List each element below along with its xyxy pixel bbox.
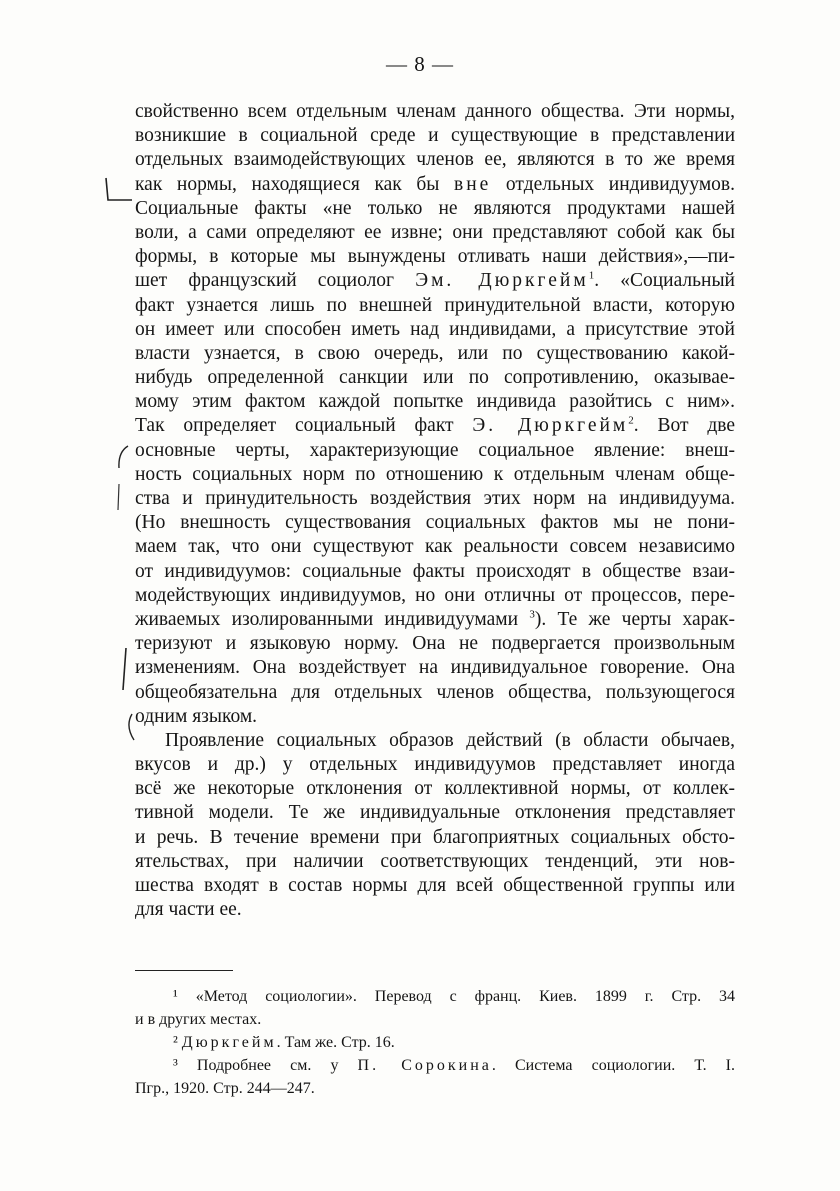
- text-line: отдельных взаимодействующих членов ее, являются в то же время: [135, 149, 735, 171]
- text-line: и речь. В течение времени при благоприятных социальных обсто-: [135, 826, 735, 848]
- text-line: Пгр., 1920. Стр. 244—247.: [135, 1080, 315, 1097]
- text-line: ность социальных норм по отношению к отдельным членам обще-: [135, 463, 735, 485]
- text-line: мому этим фактом каждой попытке индивида разойтись с ним».: [135, 391, 735, 413]
- text-line: [135, 608, 735, 632]
- main-text: [135, 100, 735, 922]
- text-run: отдельных индивидуумов.: [491, 173, 735, 195]
- text-line: одним языком.: [135, 705, 258, 727]
- text-line: власти узнается, в свою очередь, или по существованию какой-: [135, 342, 735, 364]
- text-line: для части ее.: [135, 899, 242, 921]
- footnote-1: [135, 985, 735, 1031]
- text-line: Проявление социальных образов действий (в области обычаев,: [165, 729, 735, 751]
- footnote-ref: 1: [588, 269, 595, 282]
- text-line: Социальные факты «не только не являются продуктами нашей: [135, 197, 735, 219]
- text-line: свойственно всем отдельным членам данного общества. Эти нормы,: [135, 101, 735, 122]
- text-line: маем так, что они существуют как реальности совсем независимо: [135, 536, 735, 558]
- text-line: возникшие в социальной среде и существующие в представлении: [135, 125, 735, 147]
- text-line: ¹ «Метод социологии». Перевод с франц. Киев. 1899 г. Стр. 34: [173, 988, 735, 1005]
- text-run: живаемых изолированными индивидуумами: [135, 608, 530, 630]
- text-run: ³ Подробнее см. у: [173, 1057, 358, 1074]
- text-line: воли, а сами определяют ее извне; они представляют собой как бы: [135, 221, 735, 243]
- text-run: ²: [173, 1034, 182, 1051]
- spaced-name: П. Сорокина: [357, 1057, 492, 1074]
- text-run: шет французский социолог: [135, 270, 416, 292]
- text-line: ства и принудительность воздействия этих норм на индивидуума.: [135, 488, 735, 509]
- footnote-2: [135, 1031, 735, 1054]
- text-line: общеобязательна для отдельных членов общества, пользующегося: [135, 681, 735, 703]
- text-run: ). Те же черты харак-: [534, 608, 735, 630]
- text-line: факт узнается лишь по внешней принудительной власти, которую: [135, 294, 735, 316]
- text-line: и в других местах.: [135, 1011, 262, 1028]
- text-run: . Вот две: [633, 415, 735, 437]
- spaced-name: Э. Дюркгейм: [472, 415, 629, 437]
- text-line: шества входят в состав нормы для всей общественной группы или: [135, 875, 735, 896]
- text-line: от индивидуумов: социальные факты происходят в обществе взаи-: [135, 560, 735, 582]
- text-line: основные черты, характеризующие социальное явление: внеш-: [135, 439, 735, 461]
- text-line: [135, 1054, 735, 1077]
- text-line: формы, в которые мы вынуждены отливать наши действия»,—пи-: [135, 246, 735, 268]
- paragraph-2: [135, 729, 735, 923]
- footnote-3: [135, 1054, 735, 1100]
- text-run: . Система социологии. Т. I.: [491, 1057, 735, 1074]
- spaced-name: вне: [454, 173, 492, 195]
- paragraph-1: [135, 100, 735, 729]
- text-line: вкусов и др.) у отдельных индивидуумов представляет иногда: [135, 754, 735, 776]
- text-line: (Но внешность существования социальных фактов мы не пони-: [135, 512, 735, 534]
- text-run: как нормы, находящиеся как бы: [135, 173, 455, 195]
- margin-bracket-mark: [106, 178, 132, 200]
- text-line: нибудь определенной санкции или по сопротивлению, оказывае-: [135, 367, 735, 389]
- footnote-divider: [135, 970, 233, 971]
- text-line: он имеет или способен иметь над индивидами, а присутствие этой: [135, 318, 735, 340]
- spaced-name: Дюркгейм: [181, 1034, 277, 1051]
- text-line: ятельствах, при наличии соответствующих тенденций, эти нов-: [135, 850, 735, 872]
- spaced-name: Эм. Дюркгейм: [415, 270, 589, 292]
- page-number: — 8 —: [386, 52, 454, 76]
- text-line: теризуют и языковую норму. Она не подвергается произвольным: [135, 633, 735, 655]
- margin-line-mark: [123, 648, 126, 690]
- text-line: тивной модели. Те же индивидуальные отклонения представляет: [135, 802, 735, 824]
- text-line: всё же некоторые отклонения от коллективной нормы, от коллек-: [135, 778, 735, 800]
- text-line: [135, 414, 735, 438]
- margin-stroke-mark: [118, 484, 119, 510]
- margin-arc-mark: [129, 714, 134, 740]
- text-line: изменениям. Она воздействует на индивидуальное говорение. Она: [135, 657, 735, 679]
- text-run: . Там же. Стр. 16.: [276, 1034, 395, 1051]
- footnotes: [135, 985, 735, 1100]
- text-line: [135, 173, 735, 197]
- text-run: . «Социальный: [594, 270, 735, 292]
- footnote-ref: 3: [529, 608, 535, 621]
- text-line: [135, 269, 735, 293]
- text-line: [135, 1031, 735, 1054]
- text-line: модействующих индивидуумов, но они отличны от процессов, пере-: [135, 584, 735, 606]
- footnote-ref: 2: [628, 414, 634, 427]
- text-run: Так определяет социальный факт: [135, 415, 473, 437]
- margin-curve-mark: [119, 446, 128, 468]
